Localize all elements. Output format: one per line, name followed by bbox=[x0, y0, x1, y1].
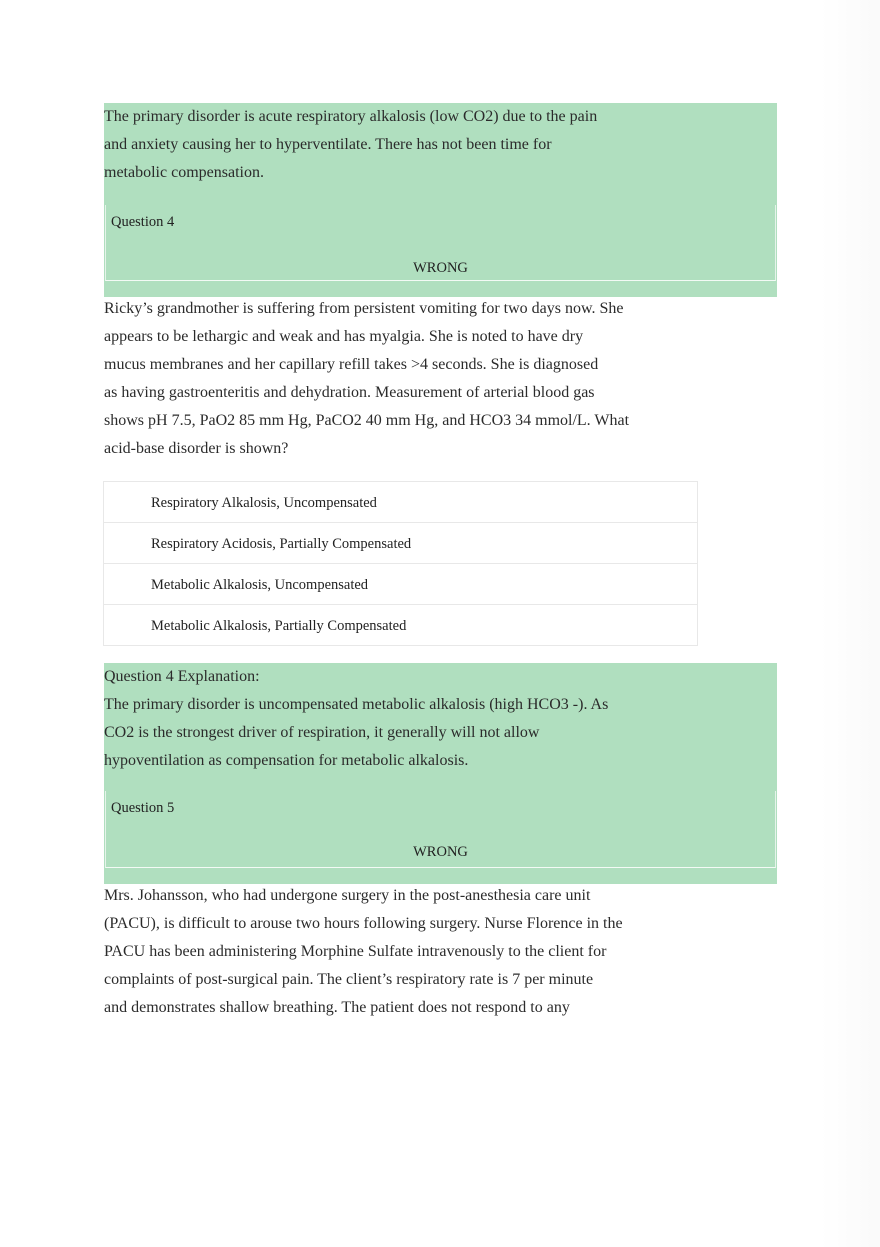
question-5-header-inner bbox=[105, 791, 776, 868]
answer-option[interactable] bbox=[104, 523, 697, 564]
question-5-line: Mrs. Johansson, who had undergone surgery in the post-anesthesia care unit bbox=[104, 887, 591, 904]
answer-option[interactable] bbox=[104, 605, 697, 645]
question-4-text bbox=[104, 295, 704, 463]
question-5-line: PACU has been administering Morphine Sulfate intravenously to the client for bbox=[104, 943, 607, 960]
question-4-line: mucus membranes and her capillary refill takes >4 seconds. She is diagnosed bbox=[104, 356, 599, 373]
question-4-line: appears to be lethargic and weak and has myalgia. She is noted to have dry bbox=[104, 328, 584, 345]
question-5-header bbox=[104, 790, 777, 884]
question-4-header bbox=[104, 204, 777, 297]
answer-option-label: Metabolic Alkalosis, Uncompensated bbox=[151, 577, 369, 593]
question-5-status: WRONG bbox=[413, 844, 468, 860]
question-5-line: complaints of post-surgical pain. The client’s respiratory rate is 7 per minute bbox=[104, 971, 594, 988]
question-4-line: acid-base disorder is shown? bbox=[104, 440, 289, 457]
explanation-3-line: metabolic compensation. bbox=[104, 164, 264, 181]
question-4-header-inner bbox=[105, 205, 776, 281]
answer-option[interactable] bbox=[104, 564, 697, 605]
question-5-label: Question 5 bbox=[111, 800, 175, 816]
question-4-line: shows pH 7.5, PaO2 85 mm Hg, PaCO2 40 mm Hg, and HCO3 34 mmol/L. What bbox=[104, 412, 630, 429]
page-edge-shadow bbox=[820, 0, 880, 1247]
explanation-4-line: CO2 is the strongest driver of respiration, it generally will not allow bbox=[104, 724, 540, 741]
question-4-status: WRONG bbox=[413, 260, 468, 276]
question-4-options bbox=[103, 481, 698, 646]
answer-option-label: Respiratory Acidosis, Partially Compensated bbox=[151, 536, 412, 552]
explanation-4-line: The primary disorder is uncompensated metabolic alkalosis (high HCO3 -). As bbox=[104, 696, 609, 713]
question-4-line: as having gastroenteritis and dehydration. Measurement of arterial blood gas bbox=[104, 384, 595, 401]
question-4-line: Ricky’s grandmother is suffering from persistent vomiting for two days now. She bbox=[104, 300, 624, 317]
explanation-3-line: The primary disorder is acute respiratory alkalosis (low CO2) due to the pain bbox=[104, 108, 598, 125]
explanation-4-line: hypoventilation as compensation for metabolic alkalosis. bbox=[104, 752, 469, 769]
explanation-3-box bbox=[104, 103, 777, 204]
explanation-4-box bbox=[104, 663, 777, 790]
answer-option-label: Metabolic Alkalosis, Partially Compensated bbox=[151, 618, 407, 634]
answer-option[interactable] bbox=[104, 482, 697, 523]
explanation-3-line: and anxiety causing her to hyperventilate. There has not been time for bbox=[104, 136, 552, 153]
explanation-4-heading: Question 4 Explanation: bbox=[104, 668, 260, 685]
question-5-line: and demonstrates shallow breathing. The patient does not respond to any bbox=[104, 999, 570, 1016]
question-5-text bbox=[104, 882, 724, 1022]
question-4-label: Question 4 bbox=[111, 214, 175, 230]
answer-option-label: Respiratory Alkalosis, Uncompensated bbox=[151, 495, 377, 511]
question-5-line: (PACU), is difficult to arouse two hours following surgery. Nurse Florence in the bbox=[104, 915, 623, 932]
